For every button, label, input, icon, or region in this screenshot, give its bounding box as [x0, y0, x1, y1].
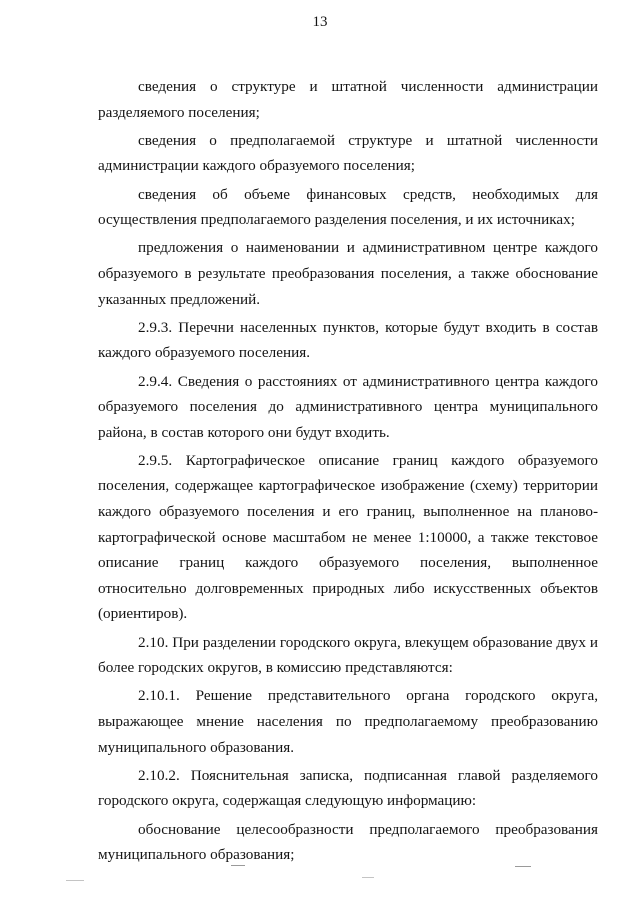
paragraph-2-9-5: 2.9.5. Картографическое описание границ каждого образуемого поселения, содержащее картографическое изображение (схему) территории каждого образуемого поселения и его границ, выполненное на планово-картографической основе масштабом не менее 1:10000, а также текстовое описание границ каждого образуемого поселения, выполненное относительно долговременных природных либо искусственных объектов (ориентиров). — [98, 451, 598, 623]
scan-artifact — [515, 866, 531, 867]
paragraph-justification: обоснование целесообразности предполагаемого преобразования муниципального образования; — [98, 820, 598, 864]
paragraph-2-10-1: 2.10.1. Решение представительного органа городского округа, выражающее мнение населения по предполагаемому преобразованию муниципального образования. — [98, 687, 598, 756]
paragraph-planned-structure: сведения о предполагаемой структуре и штатной численности администрации каждого образуемого поселения; — [98, 131, 598, 175]
scan-artifact — [231, 865, 245, 866]
scan-artifact — [362, 877, 374, 878]
document-body — [98, 74, 598, 870]
paragraph-2-9-3: 2.9.3. Перечни населенных пунктов, которые будут входить в состав каждого образуемого поселения. — [98, 318, 598, 362]
paragraph-financial-resources: сведения об объеме финансовых средств, необходимых для осуществления предполагаемого разделения поселения, и их источниках; — [98, 185, 598, 229]
paragraph-2-9-4: 2.9.4. Сведения о расстояниях от административного центра каждого образуемого поселения до административного центра муниципального района, в состав которого они будут входить. — [98, 372, 598, 441]
paragraph-structure-info: сведения о структуре и штатной численности администрации разделяемого поселения; — [98, 78, 598, 121]
scan-artifact — [66, 880, 84, 881]
page-number: 13 — [312, 14, 328, 30]
paragraph-2-10-2: 2.10.2. Пояснительная записка, подписанная главой разделяемого городского округа, содержащая следующую информацию: — [98, 766, 598, 810]
paragraph-2-10: 2.10. При разделении городского округа, влекущем образование двух и более городских округов, в комиссию представляются: — [98, 633, 598, 677]
paragraph-naming-proposals: предложения о наименовании и административном центре каждого образуемого в результате преобразования поселения, а также обоснование указанных предложений. — [98, 239, 598, 308]
